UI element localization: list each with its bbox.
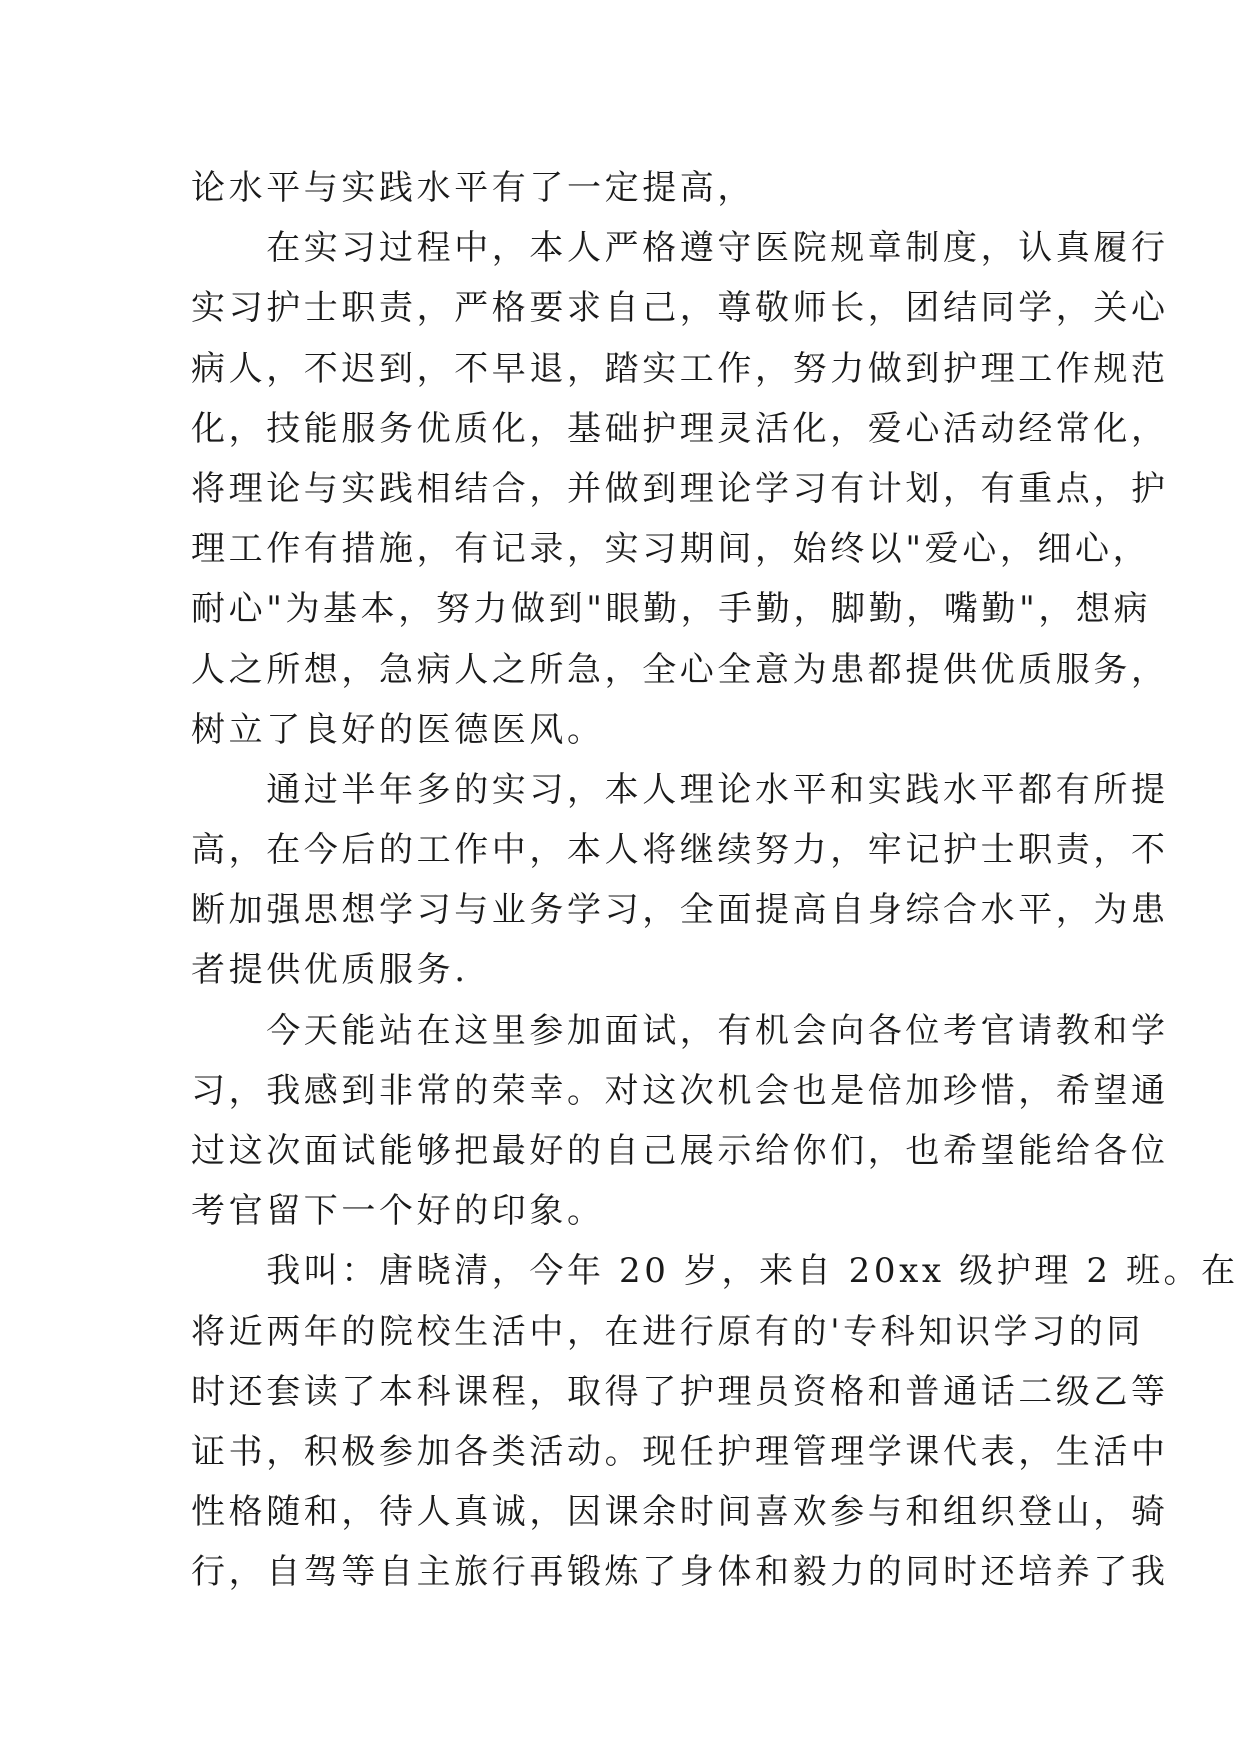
text-line: 断加强思想学习与业务学习，全面提高自身综合水平，为患: [191, 890, 1169, 931]
text-line: 今天能站在这里参加面试，有机会向各位考官请教和学: [191, 1010, 1169, 1051]
text-line: 时还套读了本科课程，取得了护理员资格和普通话二级乙等: [191, 1371, 1169, 1412]
text-line: 论水平与实践水平有了一定提高，: [191, 168, 755, 208]
text-line: 者提供优质服务.: [191, 950, 469, 991]
text-line: 病人，不迟到，不早退，踏实工作，努力做到护理工作规范: [191, 348, 1169, 389]
text-line: 将理论与实践相结合，并做到理论学习有计划，有重点，护: [191, 468, 1169, 509]
text-line: 在实习过程中，本人严格遵守医院规章制度，认真履行: [191, 228, 1169, 269]
text-line: 通过半年多的实习，本人理论水平和实践水平都有所提: [191, 769, 1169, 810]
text-line: 理工作有措施，有记录，实习期间，始终以"爱心，细心，: [191, 529, 1151, 570]
text-line: 我叫：唐晓清，今年 20 岁，来自 20xx 级护理 2 班。在: [191, 1251, 1239, 1292]
text-line: 考官留下一个好的印象。: [191, 1191, 605, 1232]
text-line: 高，在今后的工作中，本人将继续努力，牢记护士职责，不: [191, 830, 1169, 871]
text-line: 树立了良好的医德医风。: [191, 709, 605, 750]
text-line: 将近两年的院校生活中，在进行原有的'专科知识学习的同: [191, 1311, 1144, 1352]
text-line: 证书，积极参加各类活动。现任护理管理学课代表，生活中: [191, 1431, 1169, 1472]
text-line: 习，我感到非常的荣幸。对这次机会也是倍加珍惜，希望通: [191, 1070, 1169, 1111]
text-line: 过这次面试能够把最好的自己展示给你们，也希望能给各位: [191, 1131, 1169, 1171]
text-line: 化，技能服务优质化，基础护理灵活化，爱心活动经常化，: [191, 408, 1169, 449]
text-line: 人之所想，急病人之所急，全心全意为患都提供优质服务，: [191, 649, 1169, 690]
text-line: 性格随和，待人真诚，因课余时间喜欢参与和组织登山，骑: [191, 1492, 1169, 1533]
text-line: 实习护士职责，严格要求自己，尊敬师长，团结同学，关心: [191, 288, 1169, 329]
body-text: [191, 158, 1239, 1603]
text-line: 行，自驾等自主旅行再锻炼了身体和毅力的同时还培养了我: [191, 1552, 1169, 1593]
text-line: 耐心"为基本，努力做到"眼勤，手勤，脚勤，嘴勤"，想病: [191, 589, 1152, 630]
